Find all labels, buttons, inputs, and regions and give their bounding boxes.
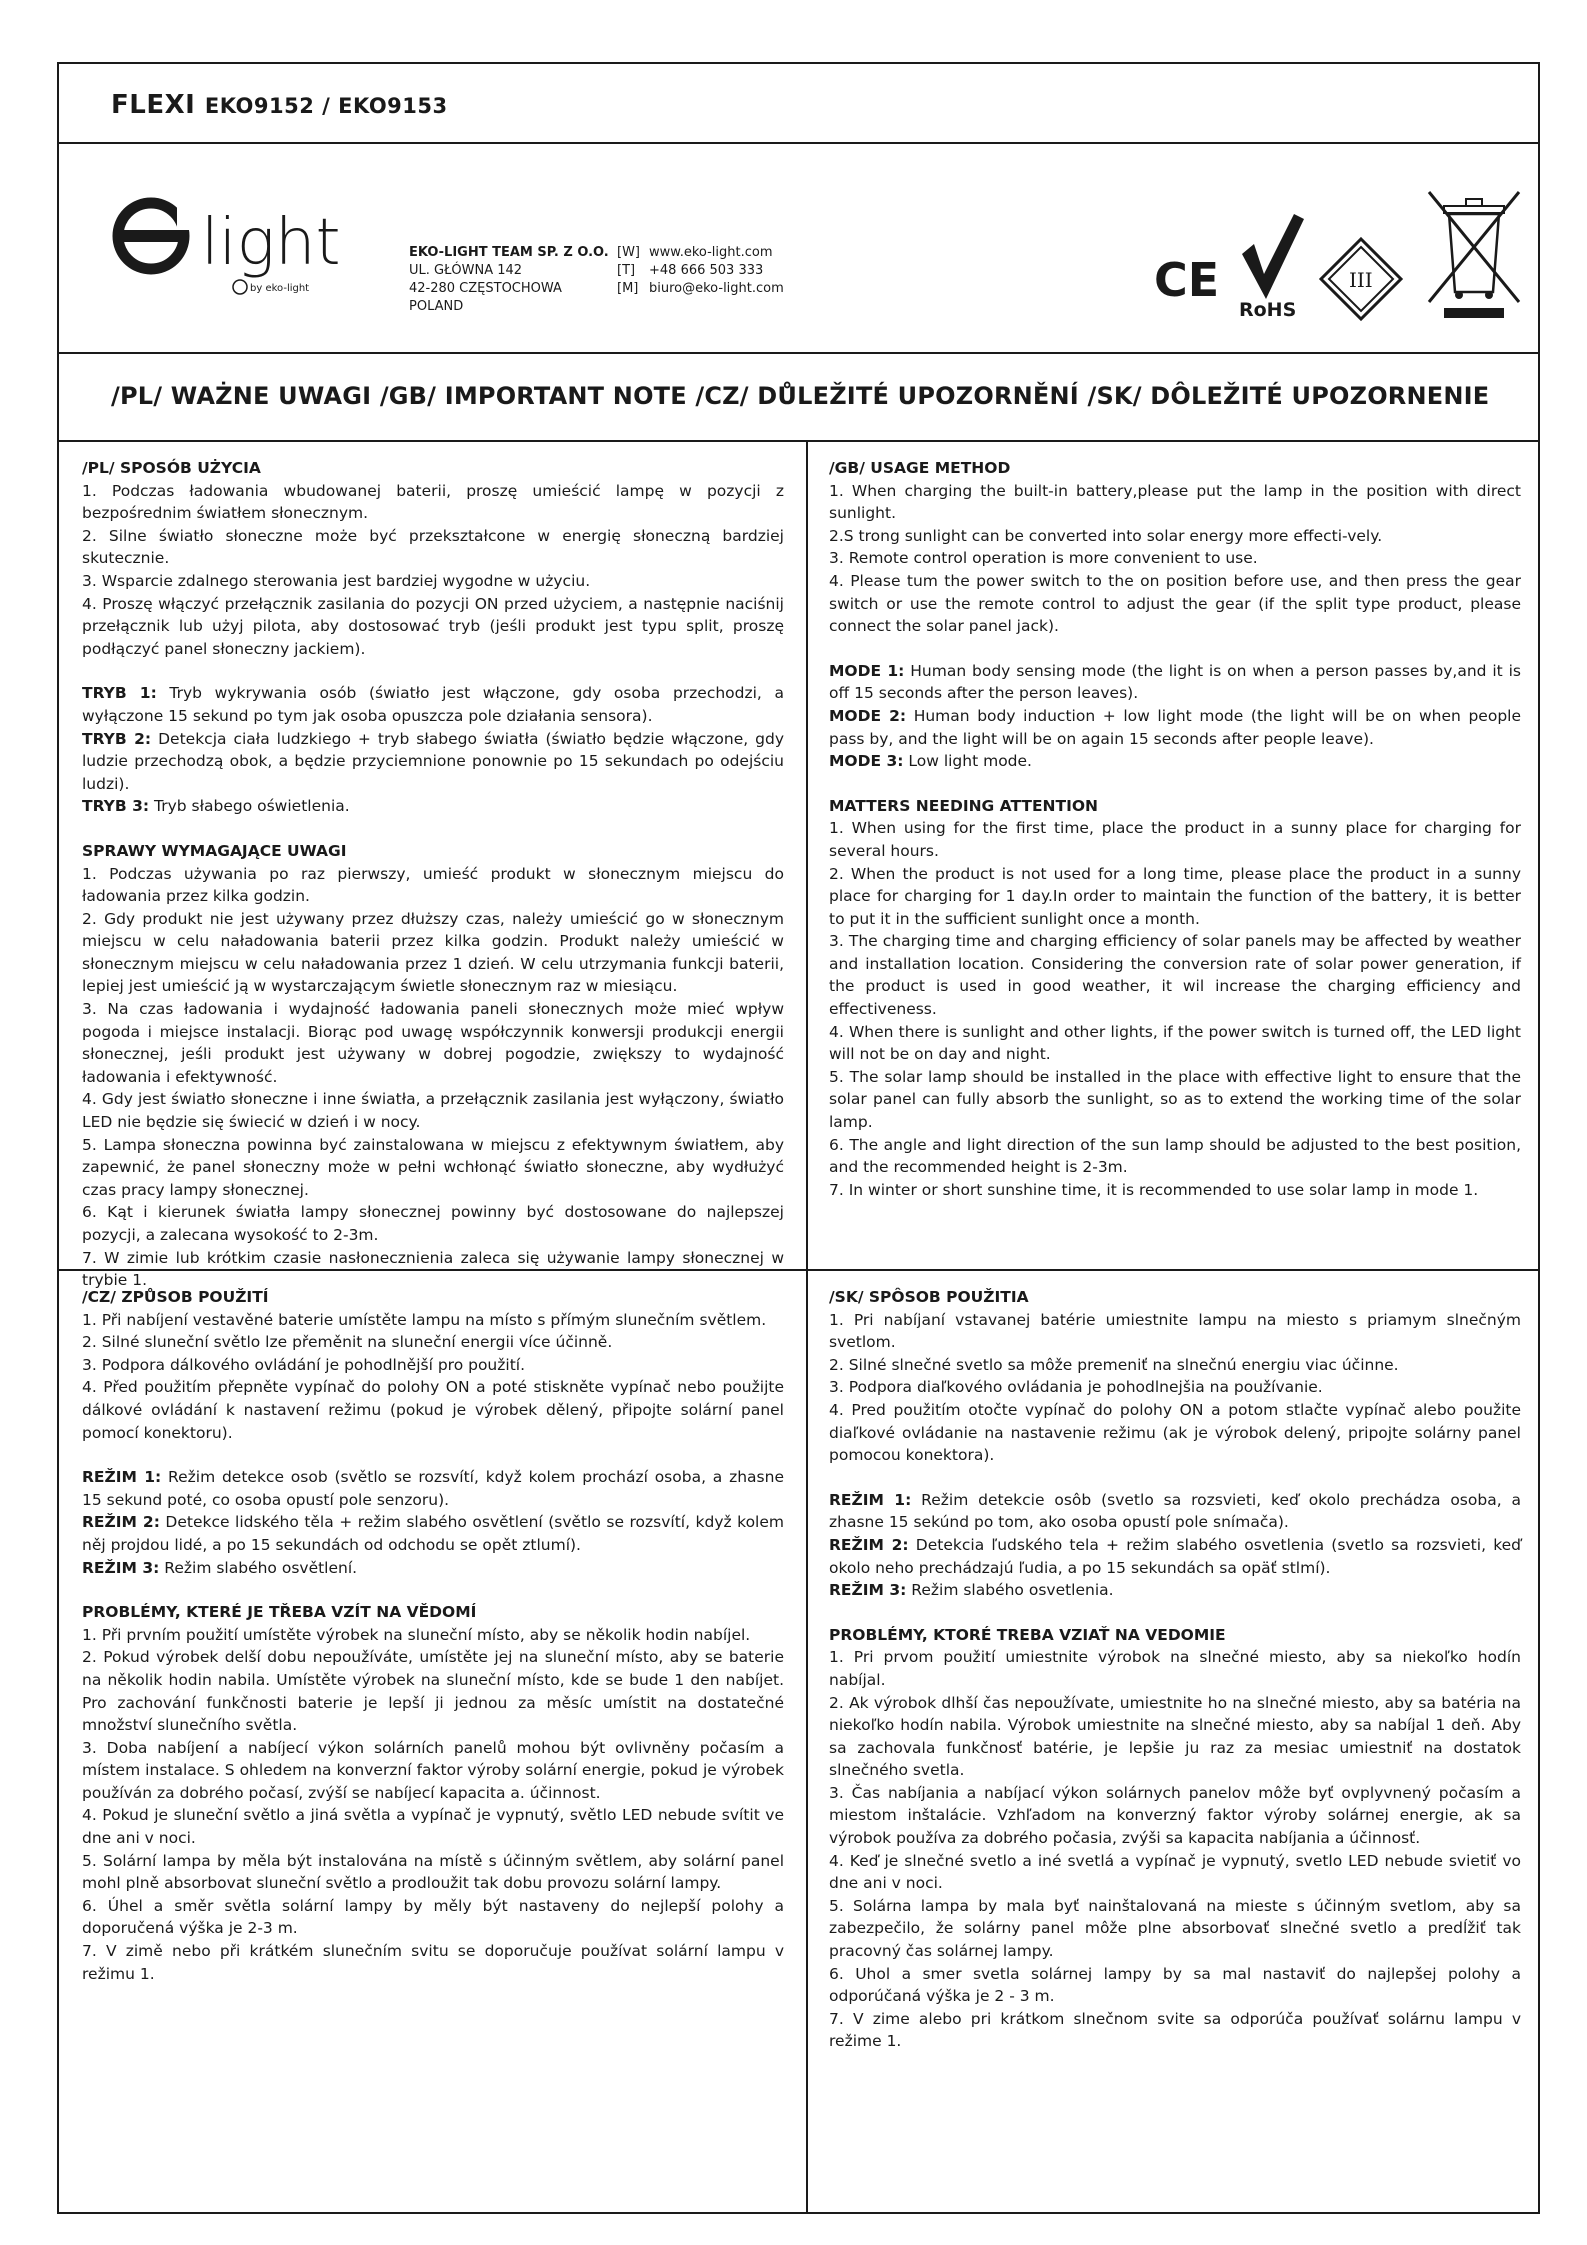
gb-mode-3: [829, 750, 1521, 773]
pl-mode-1-text: Tryb wykrywania osób (światło jest włączone, gdy osoba przechodzi, a wyłączone 15 sekund po tym jak osoba opuszcza pole działania sensora).: [82, 684, 784, 725]
cz-attention-4: 4. Pokud je sluneční světlo a jiná světla a vypínač je vypnutý, světlo LED nebude svítit ve dne ani v noci.: [82, 1806, 784, 1848]
pl-mode-1-label: TRYB 1:: [82, 684, 157, 703]
logo-text: light: [201, 206, 341, 280]
gb-mode-1-text: Human body sensing mode (the light is on when a person passes by,and it is off 15 seconds after the person leaves).: [829, 661, 1521, 703]
ce-mark-icon: [1154, 253, 1219, 307]
class-text: III: [1349, 268, 1373, 292]
sk-attention-heading: PROBLÉMY, KTORÉ TREBA VZIAŤ NA VEDOMIE: [829, 1625, 1226, 1644]
gb-usage-3: 3. Remote control operation is more convenient to use.: [829, 549, 1258, 568]
cz-mode-1: [82, 1466, 784, 1511]
cz-usage-1: 1. Při nabíjení vestavěné baterie umístěte lampu na místo s přímým slunečním světlem.: [82, 1310, 767, 1329]
pl-mode-2-label: TRYB 2:: [82, 729, 152, 748]
sk-usage-4: 4. Pred použitím otočte vypínač do polohy ON a potom stlačte vypínač alebo použite diaľkové ovládanie na nastavenie režimu (ak je výrobok delený, pripojte solárny panel pomocou konektora).: [829, 1400, 1521, 1465]
company-name: EKO-LIGHT TEAM SP. Z O.O.: [409, 245, 609, 260]
pl-mode-2: [82, 728, 784, 796]
pl-attention-6: 6. Kąt i kierunek światła lampy słonecznej powinny być dostosowane do najlepszej pozycji, a zalecana wysokość to 2-3m.: [82, 1203, 784, 1244]
pl-attention-1: 1. Podczas używania po raz pierwszy, umieść produkt w słonecznym miejscu do ładowania przez kilka godzin.: [82, 864, 784, 906]
eko-light-logo: [109, 194, 369, 304]
cz-attention-6: 6. Úhel a směr světla solární lampy by měly být nastaveny do nejlepší polohy a doporučená výška je 2-3 m.: [82, 1896, 784, 1938]
cz-mode-2-text: Detekce lidského těla + režim slabého osvětlení (světlo se rozsvítí, když kolem něj projdou lidé, a po 15 sekundách od odchodu se opět ztlumí).: [82, 1513, 784, 1554]
contact-phone[interactable]: +48 666 503 333: [649, 263, 764, 278]
pl-mode-2-text: Detekcja ciała ludzkiego + tryb słabego światła (światło będzie włączone, gdy ludzie przechodzą obok, a będzie przyciemnione ponownie po 15 sekundach po odejściu ludzi).: [82, 729, 784, 793]
company-country: POLAND: [409, 299, 464, 314]
contact-mail-label: [M]: [617, 281, 639, 296]
section-cz: [82, 1286, 784, 1985]
cz-mode-3-label: REŽIM 3:: [82, 1558, 160, 1577]
pl-heading: /PL/ SPOSÓB UŻYCIA: [82, 459, 261, 477]
gb-attention-heading: MATTERS NEEDING ATTENTION: [829, 796, 1099, 815]
pl-usage-1: 1. Podczas ładowania wbudowanej baterii, proszę umieścić lampę w pozycji z bezpośrednim światłem słonecznym.: [82, 481, 784, 523]
gb-usage-4: 4. Please tum the power switch to the on position before use, and then press the gear switch or use the remote control to adjust the gear (if the split type product, please connect the solar panel jack).: [829, 571, 1521, 636]
title-row: [59, 64, 1538, 144]
bottom-sections: [59, 1271, 1538, 2211]
company-contact: [617, 244, 784, 298]
contact-mail[interactable]: biuro@eko-light.com: [649, 281, 784, 296]
logo-sub: by eko-light: [250, 283, 310, 294]
cz-mode-2: [82, 1511, 784, 1556]
sk-mode-2-label: REŽIM 2:: [829, 1535, 909, 1554]
cz-attention-7: 7. V zimě nebo při krátkém slunečním svitu se doporučuje používat solární lampu v režimu 1.: [82, 1942, 784, 1983]
sk-attention-2: 2. Ak výrobok dlhší čas nepoužívate, umiestnite ho na slnečné miesto, aby sa batéria na niekoľko hodín nabila. Výrobok umiestnite na slnečné miesto, aby sa nabíjal 1 deň. Aby sa zachovala funkčnosť batérie, je lepšie ju raz za mesiac umiestniť na dostatok slnečného svetla.: [829, 1693, 1521, 1780]
contact-web-label: [W]: [617, 245, 640, 260]
gb-mode-1-label: MODE 1:: [829, 661, 905, 680]
company-city: 42-280 CZĘSTOCHOWA: [409, 281, 562, 296]
sk-usage-1: 1. Pri nabíjaní vstavanej batérie umiestnite lampu na miesto s priamym slnečným svetlom.: [829, 1310, 1521, 1352]
sk-heading: /SK/ SPÔSOB POUŽITIA: [829, 1288, 1029, 1306]
cz-attention-heading: PROBLÉMY, KTERÉ JE TŘEBA VZÍT NA VĚDOMÍ: [82, 1603, 477, 1622]
sk-usage-2: 2. Silné slnečné svetlo sa môže premeniť na slnečnú energiu viac účinne.: [829, 1355, 1399, 1374]
gb-usage-1: 1. When charging the built-in battery,please put the lamp in the position with direct sunlight.: [829, 481, 1521, 523]
rohs-icon: [1239, 214, 1304, 321]
cz-usage-4: 4. Před použitím přepněte vypínač do polohy ON a poté stiskněte vypínač nebo použijte dálkové ovládání k nastavení režimu (pokud je výrobek dělený, připojte solární panel pomocí konektoru).: [82, 1378, 784, 1442]
product-title: [111, 90, 448, 120]
contact-phone-label: [T]: [617, 263, 636, 278]
gb-mode-2-text: Human body induction + low light mode (the light will be on when people pass by, and the light will be on again 15 seconds after people leave).: [829, 706, 1521, 748]
sk-attention-4: 4. Keď je slnečné svetlo a iné svetlá a vypínač je vypnutý, svetlo LED nebude svietiť vo dne ani v noci.: [829, 1851, 1521, 1893]
cz-mode-2-label: REŽIM 2:: [82, 1513, 160, 1532]
pl-mode-3-text: Tryb słabego oświetlenia.: [149, 797, 350, 816]
brand-row: [59, 144, 1538, 354]
sk-usage-3: 3. Podpora diaľkového ovládania je pohodlnejšia na používanie.: [829, 1378, 1323, 1397]
cz-usage-2: 2. Silné sluneční světlo lze přeměnit na sluneční energii více účinně.: [82, 1333, 613, 1352]
gb-mode-1: [829, 660, 1521, 705]
top-sections: [59, 442, 1538, 1290]
sk-mode-1-text: Režim detekcie osôb (svetlo sa rozsvieti, keď okolo prechádza osoba, a zhasne 15 sekúnd po tom, ako osoba opustí pole snímača).: [829, 1490, 1521, 1532]
sk-mode-1-label: REŽIM 1:: [829, 1490, 912, 1509]
cz-usage-3: 3. Podpora dálkového ovládání je pohodlnější pro použití.: [82, 1355, 525, 1374]
gb-attention-7: 7. In winter or short sunshine time, it is recommended to use solar lamp in mode 1.: [829, 1180, 1479, 1199]
cz-mode-3-text: Režim slabého osvětlení.: [159, 1558, 358, 1577]
sk-attention-3: 3. Čas nabíjania a nabíjací výkon solárnych panelov môže byť ovplyvnený počasím a miestom inštalácie. Vzhľadom na konverzný faktor výroby solárnej energie, ak sa výrobok používa za dobrého počasia, zvýši sa kapacita nabíjania a účinnosť.: [829, 1783, 1521, 1848]
cz-attention-3: 3. Doba nabíjení a nabíjecí výkon solárních panelů mohou být ovlivněny počasím a místem instalace. S ohledem na konverzní faktor výroby solární energie, pokud je výrobek používán za dobrého počasí, zvýší se nabíjecí kapacita a. účinnost.: [82, 1738, 784, 1802]
pl-attention-5: 5. Lampa słoneczna powinna być zainstalowana w miejscu z efektywnym światłem, aby zapewnić, że panel słoneczny może w pełni wchłonąć światło słoneczne, aby wydłużyć czas pracy lampy słonecznej.: [82, 1135, 784, 1199]
pl-attention-2: 2. Gdy produkt nie jest używany przez dłuższy czas, należy umieścić go w słonecznym miejscu w celu naładowania baterii przez kilka godzin. Produkt należy umieścić w słonecznym miejscu w celu naładowania przez 1 dzień. W celu utrzymania funkcji baterii, lepiej jest umieścić ją w wystarczającym świetle słonecznym raz w miesiącu.: [82, 909, 784, 996]
pl-usage-2: 2. Silne światło słoneczne może być przekształcone w energię słoneczną bardziej skutecznie.: [82, 526, 784, 568]
heading-row: [59, 354, 1538, 442]
gb-attention-5: 5. The solar lamp should be installed in the place with effective light to ensure that the solar panel can fully absorb the sunlight, so as to extend the working time of the solar lamp.: [829, 1067, 1521, 1132]
cz-attention-1: 1. Při prvním použití umístěte výrobek na sluneční místo, aby se několik hodin nabíjel.: [82, 1625, 751, 1644]
section-sk: [829, 1286, 1521, 2053]
gb-attention-2: 2. When the product is not used for a long time, please place the product in a sunny place for charging for 1 day.In order to maintain the function of the battery, it is better to put it in the sufficient sunlight once a month.: [829, 864, 1521, 928]
rohs-text: RoHS: [1239, 299, 1297, 321]
pl-attention-3: 3. Na czas ładowania i wydajność ładowania paneli słonecznych może mieć wpływ pogoda i miejsce instalacji. Biorąc pod uwagę współczynnik konwersji produkcji energii słonecznej, jeśli produkt jest używany w dobrej pogodzie, zwiększy to wydajność ładowania i efektywność.: [82, 1000, 784, 1086]
sk-mode-3-label: REŽIM 3:: [829, 1581, 907, 1600]
manual-frame: [57, 62, 1540, 2214]
cz-heading: /CZ/ ZPŮSOB POUŽITÍ: [82, 1288, 269, 1306]
sk-mode-2: [829, 1534, 1521, 1579]
gb-mode-2: [829, 705, 1521, 750]
gb-heading: /GB/ USAGE METHOD: [829, 459, 1011, 477]
pl-attention-heading: SPRAWY WYMAGAJĄCE UWAGI: [82, 841, 347, 860]
sk-attention-6: 6. Uhol a smer svetla solárnej lampy by sa mal nastaviť do najlepšej polohy a odporúčaná výška je 2 - 3 m.: [829, 1964, 1521, 2006]
sk-mode-3-text: Režim slabého osvetlenia.: [906, 1581, 1114, 1600]
gb-attention-4: 4. When there is sunlight and other lights, if the power switch is turned off, the LED light will not be on day and night.: [829, 1022, 1521, 1064]
product-name: FLEXI: [111, 90, 196, 120]
pl-mode-1: [82, 682, 784, 727]
sk-mode-2-text: Detekcia ľudského tela + režim slabého osvetlenia (svetlo sa rozsvieti, keď okolo neho prechádzajú ľudia, a po 15 sekundách sa opäť stlmí).: [829, 1535, 1521, 1577]
certification-marks: [1104, 174, 1524, 324]
pl-attention-4: 4. Gdy jest światło słoneczne i inne światła, a przełącznik zasilania jest wyłączony, światło LED nie będzie się świecić w dzień i w nocy.: [82, 1090, 784, 1132]
pl-mode-3-label: TRYB 3:: [82, 797, 150, 816]
company-street: UL. GŁÓWNA 142: [409, 263, 523, 278]
cz-mode-1-text: Režim detekce osob (světlo se rozsvítí, když kolem prochází osoba, a zhasne 15 sekund poté, co osoba opustí pole senzoru).: [82, 1468, 784, 1509]
gb-attention-6: 6. The angle and light direction of the sun lamp should be adjusted to the best position, and the recommended height is 2-3m.: [829, 1135, 1521, 1177]
product-models: EKO9152 / EKO9153: [204, 94, 448, 118]
pl-usage-3: 3. Wsparcie zdalnego sterowania jest bardziej wygodne w użyciu.: [82, 571, 591, 590]
section-gb: [829, 457, 1521, 1201]
section-pl: [82, 457, 784, 1292]
cz-attention-5: 5. Solární lampa by měla být instalována na místě s účinným světlem, aby solární panel mohl plně absorbovat sluneční světlo a prodloužit tak dobu provozu solární lampy.: [82, 1851, 784, 1893]
sk-attention-1: 1. Pri prvom použití umiestnite výrobok na slnečné miesto, aby sa niekoľko hodín nabíjal.: [829, 1648, 1521, 1689]
cz-mode-3: [82, 1557, 784, 1580]
sk-attention-7: 7. V zime alebo pri krátkom slnečnom svite sa odporúča používať solárnu lampu v režime 1.: [829, 2009, 1521, 2051]
gb-attention-3: 3. The charging time and charging efficiency of solar panels may be affected by weather and installation location. Considering the conversion rate of solar power generation, if the product is used in good weather, it wil increase the charging efficiency and effectiveness.: [829, 932, 1521, 1019]
sk-attention-5: 5. Solárna lampa by mala byť nainštalovaná na mieste s účinným svetlom, aby sa zabezpečilo, že solárny panel môže plne absorbovať slnečné svetlo a predĺžiť tak pracovný čas solárnej lampy.: [829, 1896, 1521, 1961]
sk-mode-3: [829, 1579, 1521, 1602]
main-heading: /PL/ WAŻNE UWAGI /GB/ IMPORTANT NOTE /CZ/ DŮLEŽITÉ UPOZORNĚNÍ /SK/ DÔLEŽITÉ UPOZORNENIE: [111, 382, 1490, 410]
pl-usage-4: 4. Proszę włączyć przełącznik zasilania do pozycji ON przed użyciem, a następnie naciśnij przełącznik lub użyj pilota, aby dostosować tryb (jeśli produkt jest typu split, proszę podłączyć panel słoneczny jackiem).: [82, 594, 784, 658]
gb-mode-2-label: MODE 2:: [829, 706, 907, 725]
gb-usage-2: 2.S trong sunlight can be converted into solar energy more effecti-vely.: [829, 526, 1383, 545]
pl-mode-3: [82, 795, 784, 818]
cz-mode-1-label: REŽIM 1:: [82, 1468, 162, 1487]
gb-mode-3-text: Low light mode.: [903, 752, 1032, 771]
pl-attention-7: 7. W zimie lub krótkim czasie nasłonecznienia zaleca się używanie lampy słonecznej w trybie 1.: [82, 1248, 784, 1290]
cz-attention-2: 2. Pokud výrobek delší dobu nepoužíváte, umístěte jej na sluneční místo, aby se baterie na několik hodin nabila. Umístěte výrobek na sluneční místo, kde se bude 1 den nabíjet. Pro zachování funkčnosti baterie je lepší ji jednou za měsíc umístit na dostatečné množství slunečního světla.: [82, 1648, 784, 1735]
class-iii-icon: [1321, 239, 1401, 319]
company-address: [409, 244, 609, 316]
ce-text: CE: [1154, 253, 1220, 307]
weee-bin-icon: [1429, 192, 1519, 318]
contact-web[interactable]: www.eko-light.com: [649, 245, 773, 260]
gb-attention-1: 1. When using for the first time, place the product in a sunny place for charging for several hours.: [829, 819, 1521, 860]
gb-mode-3-label: MODE 3:: [829, 752, 904, 771]
sk-mode-1: [829, 1489, 1521, 1534]
